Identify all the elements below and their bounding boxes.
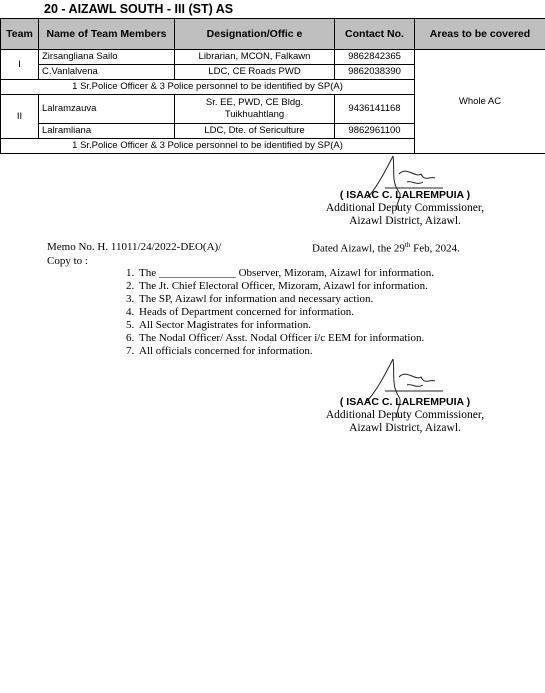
list-item: 2. The Jt. Chief Electoral Officer, Mizoram, Aizawl for information. — [137, 280, 434, 293]
area-covered: Whole AC — [415, 50, 545, 154]
memo-number: Memo No. H. 11011/24/2022-DEO(A)/ — [47, 241, 222, 253]
member-contact: 9436141168 — [335, 95, 415, 124]
member-designation: Sr. EE, PWD, CE Bldg. Tuikhuahtlang — [175, 95, 335, 124]
table-row — [1, 50, 545, 65]
memo-date — [312, 241, 460, 255]
member-designation: LDC, Dte. of Sericulture — [175, 124, 335, 139]
member-contact: 9862961100 — [335, 124, 415, 139]
list-item: 1. The ______________ Observer, Mizoram, Aizawl for information. — [137, 267, 434, 280]
member-contact: 9862842365 — [335, 50, 415, 65]
header-contact: Contact No. — [335, 19, 415, 50]
signatory-designation: Additional Deputy Commissioner, — [325, 409, 485, 421]
header-areas: Areas to be covered — [415, 19, 545, 50]
police-note: 1 Sr.Police Officer & 3 Police personnel to be identified by SP(A) — [1, 80, 415, 95]
signature-block — [305, 189, 505, 228]
list-item: 4. Heads of Department concerned for information. — [137, 306, 434, 319]
member-name: Lalramzauva — [39, 95, 175, 124]
signatory-designation: Additional Deputy Commissioner, — [325, 202, 485, 214]
copy-to-list — [97, 267, 434, 358]
signatory-office: Aizawl District, Aizawl. — [349, 422, 461, 434]
signatory-name: ( ISAAC C. LALREMPUIA ) — [339, 189, 471, 201]
header-team: Team — [1, 19, 39, 50]
team-number: II — [1, 95, 39, 139]
list-item: 7. All officials concerned for information. — [137, 345, 434, 358]
copy-to-label: Copy to : — [47, 255, 88, 267]
member-name: C.Vanlalvena — [39, 65, 175, 80]
police-note: 1 Sr.Police Officer & 3 Police personnel to be identified by SP(A) — [1, 139, 415, 154]
member-contact: 9862038390 — [335, 65, 415, 80]
date-prefix: Dated Aizawl, the 29 — [312, 242, 405, 255]
list-item: 5. All Sector Magistrates for information. — [137, 319, 434, 332]
team-table — [0, 18, 545, 154]
member-name: Zirsangliana Sailo — [39, 50, 175, 65]
team-number: I — [1, 50, 39, 80]
member-designation: LDC, CE Roads PWD — [175, 65, 335, 80]
header-designation: Designation/Offic e — [175, 19, 335, 50]
header-members: Name of Team Members — [39, 19, 175, 50]
signature-block — [305, 396, 505, 435]
date-suffix-sup: th — [404, 241, 411, 249]
date-rest: Feb, 2024. — [410, 242, 460, 255]
table-header-row — [1, 19, 545, 50]
signatory-office: Aizawl District, Aizawl. — [349, 215, 461, 227]
member-designation: Librarian, MCON, Falkawn — [175, 50, 335, 65]
member-name: Lalramliana — [39, 124, 175, 139]
signatory-name: ( ISAAC C. LALREMPUIA ) — [339, 396, 471, 408]
list-item: 6. The Nodal Officer/ Asst. Nodal Officer i/c EEM for information. — [137, 332, 434, 345]
list-item: 3. The SP, Aizawl for information and necessary action. — [137, 293, 434, 306]
page-title: 20 - AIZAWL SOUTH - III (ST) AS — [44, 2, 234, 16]
